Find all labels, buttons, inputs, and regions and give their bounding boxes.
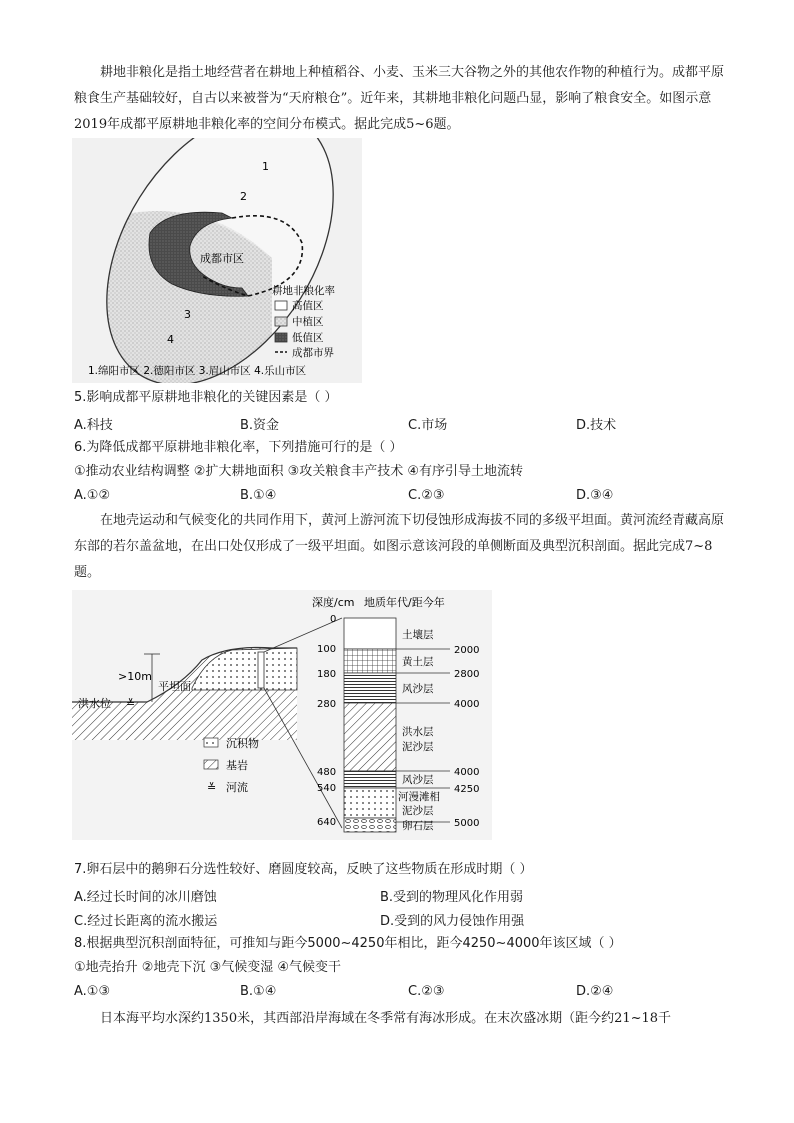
question-8-stem: 8.根据典型沉积剖面特征，可推知与距今5000~4250年相比，距今4250~4000年该区域（ ）	[74, 936, 622, 951]
q7-option-b[interactable]: B.受到的物理风化作用弱	[380, 890, 524, 905]
question-6-choices: ①推动农业结构调整 ②扩大耕地面积 ③攻关粮食丰产技术 ④有序引导土地流转	[74, 464, 524, 479]
layer-flood: 洪水层	[402, 726, 434, 738]
depth-100: 100	[317, 644, 337, 655]
question-6-stem: 6.为降低成都平原耕地非粮化率，下列措施可行的是（ ）	[74, 440, 403, 455]
intro-paragraph-2: 在地壳运动和气候变化的共同作用下，黄河上游河流下切侵蚀形成海拔不同的多级平坦面。黄河流经青藏高原东部的若尔盖盆地，在出口处仅形成了一级平坦面。如图示意该河段的单侧断面及典型沉积剖面。据此完成7~8题。	[74, 513, 725, 580]
q6-option-a[interactable]: A.①②	[74, 488, 111, 503]
height-label: >10m	[118, 670, 152, 683]
q5-option-b[interactable]: B.资金	[240, 418, 280, 433]
layer-pebble: 卵石层	[402, 820, 434, 832]
age-4250: 4250	[454, 784, 480, 795]
river-profile-figure	[72, 590, 492, 840]
question-5-stem: 5.影响成都平原耕地非粮化的关键因素是（ ）	[74, 390, 338, 405]
depth-540: 540	[317, 783, 337, 794]
depth-0: 0	[330, 614, 337, 625]
depth-280: 280	[317, 699, 337, 710]
q8-option-c[interactable]: C.②③	[408, 984, 445, 999]
age-header: 地质年代/距今年	[364, 596, 445, 609]
q8-option-d[interactable]: D.②④	[576, 984, 614, 999]
flood-level-label: 洪水位	[78, 697, 111, 710]
legend-bedrock: 基岩	[226, 759, 248, 772]
legend-low: 低值区	[292, 332, 324, 344]
intro-paragraph-3: 日本海平均水深约1350米，其西部沿岸海域在冬季常有海冰形成。在末次盛冰期（距今约21~18千	[100, 1011, 672, 1026]
age-4000-a: 4000	[454, 699, 480, 710]
map-caption: 1.绵阳市区 2.德阳市区 3.眉山市区 4.乐山市区	[88, 365, 307, 377]
city-label: 成都市区	[200, 252, 244, 265]
depth-header: 深度/cm	[312, 596, 355, 609]
depth-480: 480	[317, 767, 337, 778]
layer-floodplain-mud: 泥沙层	[402, 805, 434, 817]
q6-option-d[interactable]: D.③④	[576, 488, 614, 503]
region-label-4: 4	[167, 333, 174, 346]
layer-aeolian-2: 风沙层	[402, 774, 434, 786]
legend-river: 河流	[226, 781, 248, 794]
svg-text:≚: ≚	[207, 781, 217, 794]
layer-aeolian-1: 风沙层	[402, 683, 434, 695]
layer-loess: 黄土层	[402, 656, 434, 668]
farmland-map-figure	[72, 138, 362, 383]
legend-sediment: 沉积物	[226, 737, 259, 750]
platform-label: 平坦面	[158, 680, 191, 693]
age-2000: 2000	[454, 645, 480, 656]
question-8-choices: ①地壳抬升 ②地壳下沉 ③气候变湿 ④气候变干	[74, 960, 342, 975]
q6-option-b[interactable]: B.①④	[240, 488, 277, 503]
age-5000: 5000	[454, 818, 480, 829]
intro-paragraph-1: 耕地非粮化是指土地经营者在耕地上种植稻谷、小麦、玉米三大谷物之外的其他农作物的种植行为。成都平原粮食生产基础较好，自古以来被誉为“天府粮仓”。近年来，其耕地非粮化问题凸显，影响了粮食安全。如图示意2019年成都平原耕地非粮化率的空间分布模式。据此完成5~6题。	[74, 65, 725, 132]
q5-option-a[interactable]: A.科技	[74, 418, 113, 433]
legend-boundary: 成都市界	[292, 347, 334, 359]
q7-option-d[interactable]: D.受到的风力侵蚀作用强	[380, 914, 525, 929]
legend-high: 高值区	[292, 300, 324, 312]
svg-text:≚: ≚	[126, 697, 136, 710]
question-7-stem: 7.卵石层中的鹅卵石分选性较好、磨圆度较高，反映了这些物质在形成时期（ ）	[74, 862, 533, 877]
q7-option-a[interactable]: A.经过长时间的冰川磨蚀	[74, 890, 217, 905]
q7-option-c[interactable]: C.经过长距离的流水搬运	[74, 914, 218, 929]
layer-soil: 土壤层	[402, 629, 434, 641]
region-label-3: 3	[184, 308, 191, 321]
region-label-2: 2	[240, 190, 247, 203]
q5-option-c[interactable]: C.市场	[408, 418, 448, 433]
legend-mid: 中植区	[292, 316, 324, 328]
q5-option-d[interactable]: D.技术	[576, 418, 617, 433]
age-4000-b: 4000	[454, 767, 480, 778]
legend-title: 耕地非粮化率	[272, 285, 335, 297]
layer-floodplain: 河漫滩相	[398, 791, 440, 803]
age-2800: 2800	[454, 669, 480, 680]
depth-640: 640	[317, 817, 337, 828]
q8-option-b[interactable]: B.①④	[240, 984, 277, 999]
q8-option-a[interactable]: A.①③	[74, 984, 111, 999]
region-label-1: 1	[262, 160, 269, 173]
depth-180: 180	[317, 669, 337, 680]
q6-option-c[interactable]: C.②③	[408, 488, 445, 503]
layer-flood-mud: 泥沙层	[402, 741, 434, 753]
